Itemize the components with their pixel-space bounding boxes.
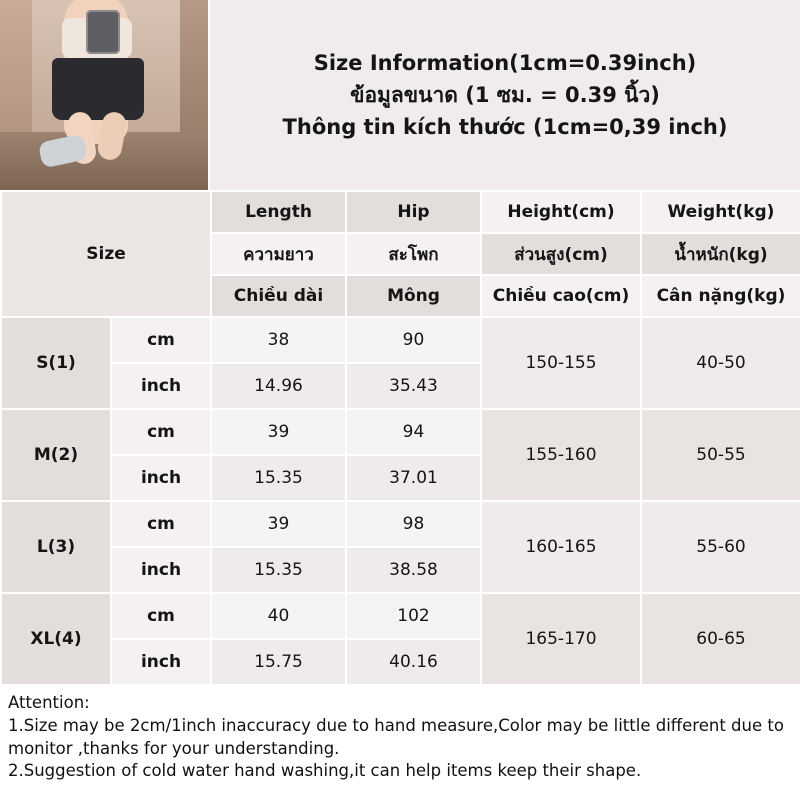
photo-model-bag bbox=[86, 10, 120, 54]
cell-hip-inch: 38.58 bbox=[346, 547, 481, 593]
header-length-th: ความยาว bbox=[211, 233, 346, 275]
header-hip-vi: Mông bbox=[346, 275, 481, 317]
header-weight-th: น้ำหนัก(kg) bbox=[641, 233, 800, 275]
title-line-th: ข้อมูลขนาด (1 ซม. = 0.39 นิ้ว) bbox=[350, 82, 660, 107]
row-unit-inch: inch bbox=[111, 639, 211, 685]
cell-weight: 40-50 bbox=[641, 317, 800, 409]
attention-line-1: 1.Size may be 2cm/1inch inaccuracy due to hand measure,Color may be little different due to monitor ,thanks for your understanding. bbox=[8, 715, 784, 758]
cell-length-inch: 15.35 bbox=[211, 547, 346, 593]
row-unit-cm: cm bbox=[111, 317, 211, 363]
cell-length-cm: 40 bbox=[211, 593, 346, 639]
header-height-th: ส่วนสูง(cm) bbox=[481, 233, 641, 275]
cell-length-cm: 39 bbox=[211, 409, 346, 455]
title-line-en: Size Information(1cm=0.39inch) bbox=[313, 50, 697, 75]
table-row bbox=[1, 501, 800, 547]
table-row bbox=[1, 317, 800, 363]
photo-model-skirt bbox=[52, 58, 144, 120]
table-header-row-en bbox=[1, 191, 800, 233]
cell-hip-inch: 37.01 bbox=[346, 455, 481, 501]
product-photo bbox=[0, 0, 210, 190]
header-length-en: Length bbox=[211, 191, 346, 233]
cell-length-inch: 14.96 bbox=[211, 363, 346, 409]
cell-hip-cm: 102 bbox=[346, 593, 481, 639]
cell-length-cm: 38 bbox=[211, 317, 346, 363]
table-row bbox=[1, 593, 800, 639]
row-unit-cm: cm bbox=[111, 409, 211, 455]
header-size-label: Size bbox=[1, 191, 211, 317]
attention-line-2: 2.Suggestion of cold water hand washing,it can help items keep their shape. bbox=[8, 761, 642, 781]
row-size-s: S(1) bbox=[1, 317, 111, 409]
cell-hip-inch: 35.43 bbox=[346, 363, 481, 409]
product-photo-image bbox=[0, 0, 208, 190]
title-line-vi: Thông tin kích thước (1cm=0,39 inch) bbox=[282, 115, 728, 140]
header-row bbox=[0, 0, 800, 190]
row-size-l: L(3) bbox=[1, 501, 111, 593]
row-unit-cm: cm bbox=[111, 501, 211, 547]
cell-weight: 50-55 bbox=[641, 409, 800, 501]
cell-length-inch: 15.35 bbox=[211, 455, 346, 501]
header-weight-en: Weight(kg) bbox=[641, 191, 800, 233]
cell-weight: 55-60 bbox=[641, 501, 800, 593]
cell-height: 150-155 bbox=[481, 317, 641, 409]
size-table bbox=[0, 190, 800, 686]
row-unit-inch: inch bbox=[111, 455, 211, 501]
cell-length-cm: 39 bbox=[211, 501, 346, 547]
cell-weight: 60-65 bbox=[641, 593, 800, 685]
table-row bbox=[1, 409, 800, 455]
title-block bbox=[210, 0, 800, 190]
header-height-vi: Chiều cao(cm) bbox=[481, 275, 641, 317]
row-unit-inch: inch bbox=[111, 547, 211, 593]
row-unit-cm: cm bbox=[111, 593, 211, 639]
cell-height: 165-170 bbox=[481, 593, 641, 685]
cell-height: 160-165 bbox=[481, 501, 641, 593]
cell-hip-cm: 94 bbox=[346, 409, 481, 455]
attention-block bbox=[0, 686, 800, 783]
row-size-xl: XL(4) bbox=[1, 593, 111, 685]
header-height-en: Height(cm) bbox=[481, 191, 641, 233]
cell-hip-inch: 40.16 bbox=[346, 639, 481, 685]
header-length-vi: Chiều dài bbox=[211, 275, 346, 317]
row-unit-inch: inch bbox=[111, 363, 211, 409]
header-hip-th: สะโพก bbox=[346, 233, 481, 275]
header-weight-vi: Cân nặng(kg) bbox=[641, 275, 800, 317]
cell-hip-cm: 98 bbox=[346, 501, 481, 547]
cell-hip-cm: 90 bbox=[346, 317, 481, 363]
row-size-m: M(2) bbox=[1, 409, 111, 501]
cell-height: 155-160 bbox=[481, 409, 641, 501]
attention-title: Attention: bbox=[8, 693, 90, 712]
header-hip-en: Hip bbox=[346, 191, 481, 233]
cell-length-inch: 15.75 bbox=[211, 639, 346, 685]
